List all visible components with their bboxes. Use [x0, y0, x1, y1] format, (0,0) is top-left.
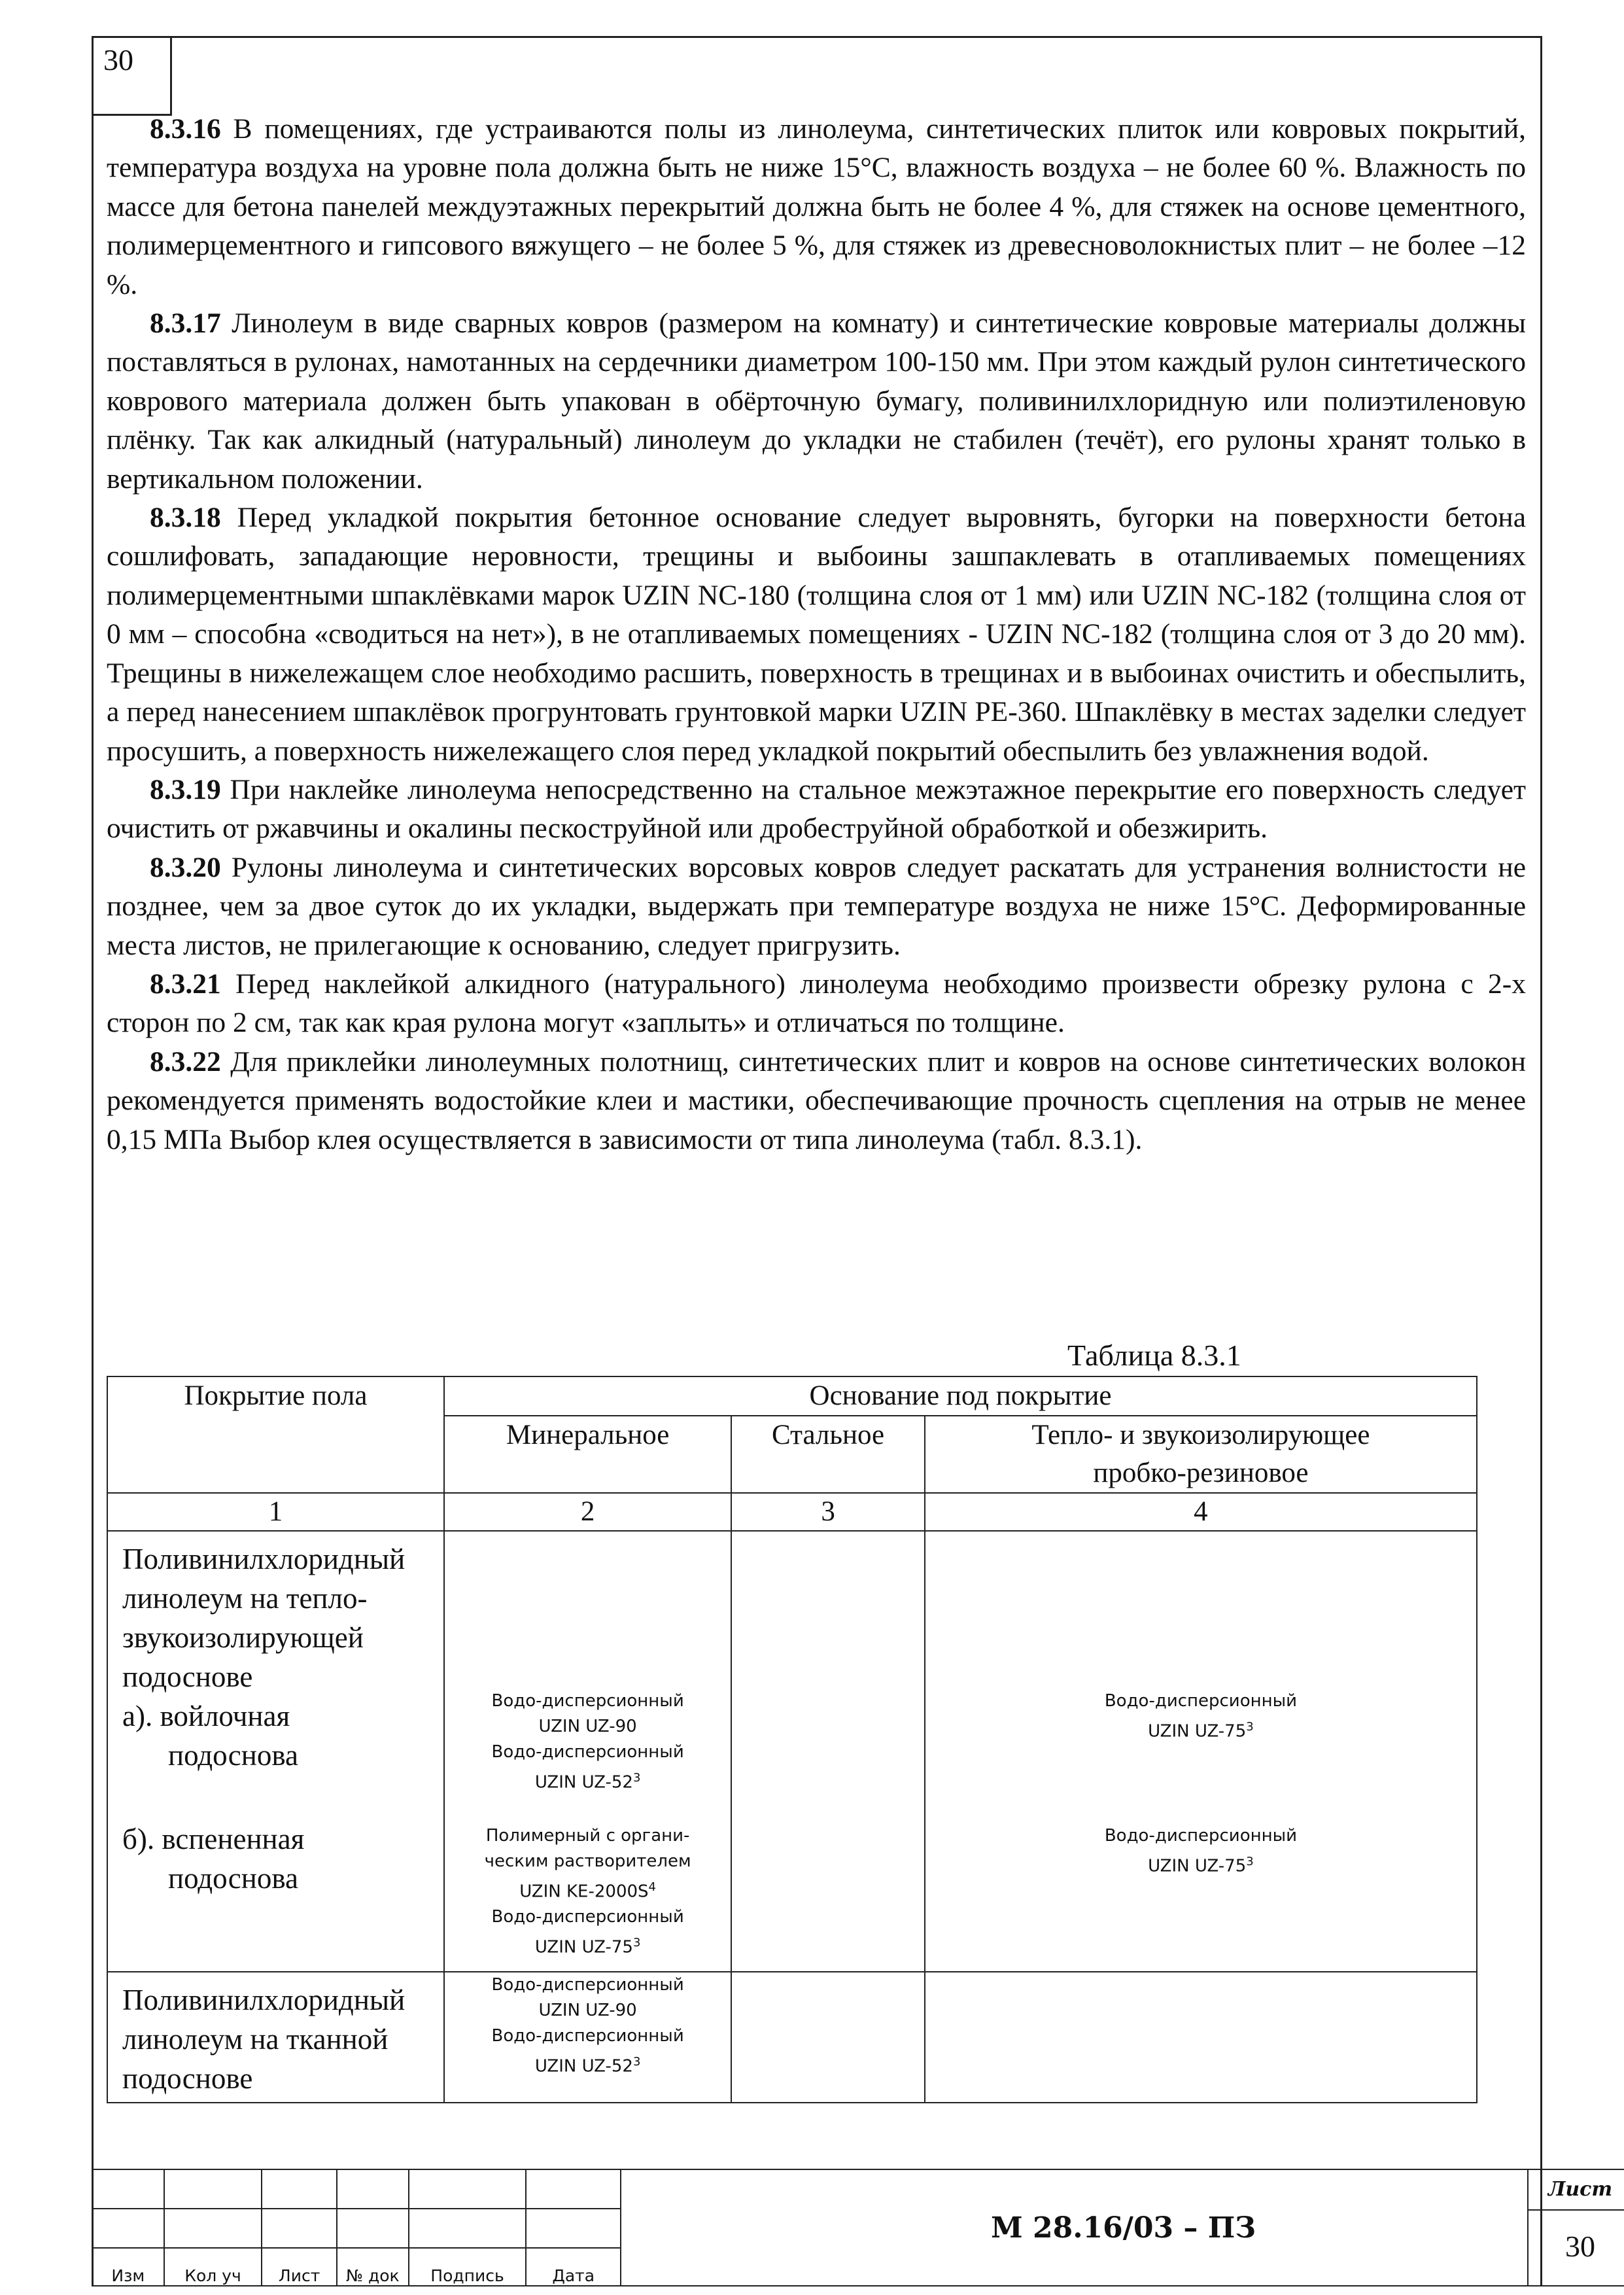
row-sub-b-cont: подоснова	[168, 1862, 298, 1895]
stamp-label-sheet: Лист	[262, 2248, 337, 2286]
footnote-mark: 3	[1246, 1720, 1254, 1734]
clause-text: Для приклейки линолеумных полотнищ, синтетических плит и ковров на основе синтетических волокон рекомендуется применять водостойкие клеи и мастики, обеспечивающие прочность сцепления на отрыв не менее 0,15 МПа Выбор клея осуществляется в зависимости от типа линолеума (табл. 8.3.1).	[107, 1045, 1527, 1155]
glue-line: UZIN UZ-90	[538, 2001, 637, 2020]
stamp-label-qty: Кол уч	[164, 2248, 262, 2286]
col-number-3: 3	[731, 1493, 925, 1531]
paragraph-8-3-17	[107, 304, 1526, 499]
glue-product: UZIN KE-2000S	[519, 1882, 649, 1902]
clause-text: Линолеум в виде сварных ковров (размером на комнату) и синтетические ковровые материалы должны поставляться в рулонах, намотанных на сердечники диаметром 100-150 мм. При этом каждый рулон синтетического коврового материала должен быть упакован в обёрточную бумагу, поливинилхлоридную или полиэтиленовую плёнку. Так как алкидный (натуральный) линолеум до укладки не стабилен (течёт), его рулоны хранят только в вертикальном положении.	[107, 307, 1527, 495]
glue-product: UZIN UZ-52	[534, 2056, 633, 2076]
header-mineral: Минеральное	[444, 1416, 731, 1493]
footnote-mark: 3	[1246, 1854, 1254, 1868]
cell-cork-row2	[925, 1972, 1477, 2103]
clause-number: 8.3.17	[150, 307, 221, 340]
stamp-label-date: Дата	[526, 2248, 621, 2286]
glue-line: Водо-дисперсионный	[491, 1742, 684, 1762]
clause-text: Рулоны линолеума и синтетических ворсовых ковров следует раскатать для устранения волнистости не позднее, чем за двое суток до их укладки, выдержать при температуре воздуха не ниже 15°С. Деформированные места листов, не прилегающие к основанию, следует пригрузить.	[107, 851, 1527, 961]
glue-line: Водо-дисперсионный	[491, 1975, 684, 1995]
sheet-number: 30	[1565, 2230, 1595, 2263]
sheet-label: Лист	[1529, 2170, 1624, 2211]
row-pvc-fabric-base	[107, 1972, 444, 2103]
footnote-mark: 3	[632, 1771, 641, 1785]
header-cork-rubber: Тепло- и звукоизолирующее пробко-резиновое	[925, 1416, 1477, 1493]
row-gap	[122, 1775, 437, 1819]
col-number-4: 4	[925, 1493, 1477, 1531]
glue-line: ческим растворителем	[484, 1851, 691, 1871]
cell-cork-row1	[925, 1531, 1477, 1972]
glue-line: UZIN UZ-90	[538, 1717, 637, 1736]
col-number-2: 2	[444, 1493, 731, 1531]
glue-line: Водо-дисперсионный	[491, 1691, 684, 1711]
clause-text: Перед наклейкой алкидного (натурального) линолеума необходимо произвести обрезку рулона с 2-х сторон по 2 см, так как края рулона могут «заплыть» и отличаться по толщине.	[107, 968, 1527, 1039]
row-title: Поливинилхлоридный линолеум на тепло-звукоизолирующей подоснове	[122, 1543, 406, 1693]
cell-spacer	[445, 1796, 731, 1823]
paragraph-8-3-22	[107, 1043, 1526, 1159]
clause-number: 8.3.18	[150, 502, 221, 534]
paragraph-8-3-16	[107, 110, 1526, 304]
row-title: Поливинилхлоридный линолеум на тканной подоснове	[122, 1984, 406, 2095]
paragraph-8-3-21	[107, 965, 1526, 1043]
stamp-label-change: Изм	[92, 2248, 164, 2286]
glue-line	[445, 2049, 731, 2080]
glue-line: Водо-дисперсионный	[1104, 1825, 1298, 1846]
sheet-box	[1527, 2169, 1624, 2286]
cell-mineral-row1	[444, 1531, 731, 1972]
cell-spacer	[925, 1745, 1476, 1823]
cell-steel-row1	[731, 1531, 925, 1972]
glue-line	[445, 1930, 731, 1961]
glue-line	[925, 1849, 1476, 1880]
document-code: М 28.16/03 – ПЗ	[621, 2169, 1527, 2286]
clause-text: При наклейке линолеума непосредственно на стальное межэтажное перекрытие его поверхность следует очистить от ржавчины и окалины пескоструйной или дробеструйной обработкой и обезжирить.	[107, 773, 1527, 845]
glue-line	[925, 1714, 1476, 1745]
stamp-label-signature: Подпись	[409, 2248, 527, 2286]
header-steel: Стальное	[731, 1416, 925, 1493]
glue-line: Водо-дисперсионный	[491, 2026, 684, 2046]
cell-spacer	[925, 1532, 1476, 1689]
clause-number: 8.3.16	[150, 113, 221, 145]
clause-text: В помещениях, где устраиваются полы из линолеума, синтетических плиток или ковровых покрытий, температура воздуха на уровне пола должна быть не ниже 15°С, влажность воздуха – не более 60 %. Влажность по массе для бетона панелей междуэтажных перекрытий должна быть не более 4 %, для стяжек на основе цементного, полимерцементного и гипсового вяжущего – не более 5 %, для стяжек из древесноволокнистых плит – не более –12 %.	[107, 113, 1527, 300]
glue-product: UZIN UZ-75	[1148, 1721, 1247, 1742]
col-number-1: 1	[107, 1493, 444, 1531]
cell-spacer	[445, 1532, 731, 1689]
paragraph-8-3-20	[107, 849, 1526, 965]
row-pvc-insulating-base	[107, 1531, 444, 1972]
cell-mineral-row2	[444, 1972, 731, 2103]
header-base-group: Основание под покрытие	[444, 1376, 1477, 1416]
paragraph-8-3-18	[107, 499, 1526, 771]
revision-grid	[92, 2169, 621, 2286]
header-floor-covering: Покрытие пола	[107, 1376, 444, 1493]
row-sub-b: б). вспененная	[122, 1823, 305, 1855]
glue-line	[445, 1765, 731, 1796]
glue-line: Водо-дисперсионный	[491, 1907, 684, 1927]
glue-product: UZIN UZ-52	[534, 1772, 633, 1793]
footnote-mark: 3	[632, 1936, 641, 1950]
clause-number: 8.3.21	[150, 968, 221, 1000]
glue-line: Полимерный с органи-	[485, 1825, 690, 1846]
glue-product: UZIN UZ-75	[534, 1937, 633, 1957]
footnote-mark: 4	[648, 1880, 656, 1894]
clause-text: Перед укладкой покрытия бетонное основание следует выровнять, бугорки на поверхности бетона сошлифовать, западающие неровности, трещины и выбоины зашпаклевать в отапливаемых помещениях полимерцементными шпаклёвками марок UZIN NC-180 (толщина слоя от 1 мм) или UZIN NC-182 (толщина слоя от 0 мм – способна «сводиться на нет»), в не отапливаемых помещениях - UZIN NC-182 (толщина слоя от 3 до 20 мм). Трещины в нижележащем слое необходимо расшить, поверхность в трещинах и в выбоинах очистить и обеспылить, а перед нанесением шпаклёвок прогрунтовать грунтовкой марки UZIN PE-360. Шпаклёвку в местах заделки следует просушить, а поверхность нижележащего слоя перед укладкой покрытий обеспылить без увлажнения водой.	[107, 502, 1527, 767]
row-sub-a-cont: подоснова	[168, 1739, 298, 1772]
body-text	[107, 110, 1526, 1159]
table-caption: Таблица 8.3.1	[1067, 1339, 1241, 1372]
glue-line: Водо-дисперсионный	[1104, 1691, 1298, 1711]
clause-number: 8.3.19	[150, 773, 221, 805]
glue-line	[445, 1874, 731, 1905]
adhesive-table	[107, 1376, 1477, 2103]
glue-product: UZIN UZ-75	[1148, 1856, 1247, 1876]
clause-number: 8.3.22	[150, 1045, 221, 1077]
row-sub-a: а). войлочная	[122, 1700, 290, 1732]
title-block	[92, 2169, 1613, 2288]
cell-steel-row2	[731, 1972, 925, 2103]
stamp-label-doc-no: № док	[337, 2248, 409, 2286]
paragraph-8-3-19	[107, 771, 1526, 849]
page-number: 30	[92, 36, 172, 116]
footnote-mark: 3	[632, 2055, 641, 2069]
clause-number: 8.3.20	[150, 851, 221, 883]
